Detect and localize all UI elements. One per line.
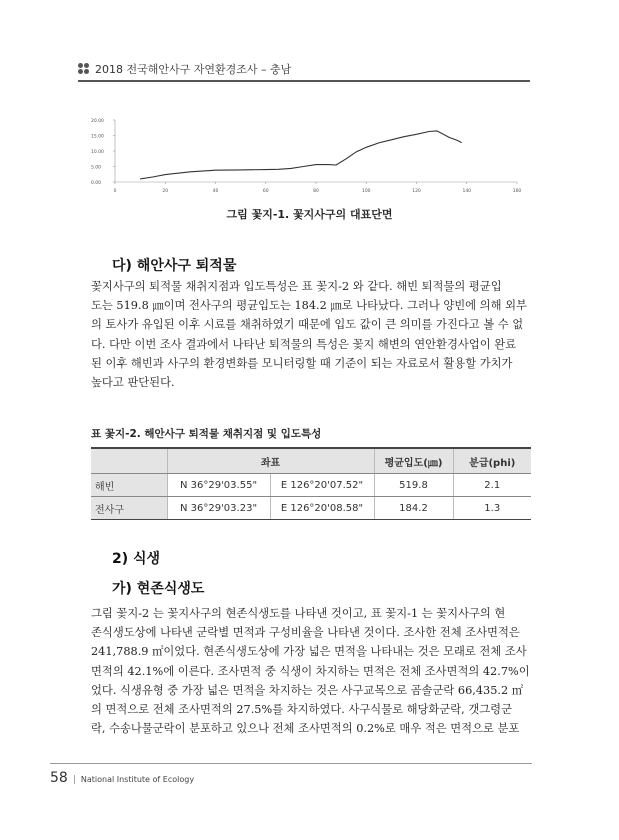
x-tick-label: 160 xyxy=(512,189,522,194)
header-blank xyxy=(91,448,167,474)
section-heading-sediment: 다) 해안사구 퇴적물 xyxy=(112,258,237,274)
row-label: 전사구 xyxy=(91,497,167,520)
figure-caption: 그림 꽃지-1. 꽃지사구의 대표단면 xyxy=(226,208,393,221)
header-mean-grain-size: 평균입도(㎛) xyxy=(374,448,453,474)
section-heading-vegetation: 2) 식생 xyxy=(112,551,161,567)
profile-chart xyxy=(85,112,525,198)
paragraph-line: 면적의 42.1%에 이른다. 조사면적 중 식생이 차지하는 면적은 전체 조사면적의 42.7%이 xyxy=(91,664,530,678)
paragraph-line: 높다고 판단된다. xyxy=(91,376,175,390)
page-number: 58 xyxy=(50,770,68,786)
sediment-table xyxy=(91,447,531,520)
header-title: 2018 전국해안사구 자연환경조사 – 충남 xyxy=(95,63,292,76)
y-tick-label: 20.00 xyxy=(91,119,104,124)
x-tick-label: 60 xyxy=(262,189,269,194)
paragraph-line: 락, 수송나물군락이 분포하고 있으나 전체 조사면적의 0.2%로 매우 적은 면적으로 분포 xyxy=(91,722,520,736)
table-row xyxy=(91,474,531,497)
profile-line xyxy=(140,131,462,179)
table-header-row xyxy=(91,448,531,474)
latitude-cell: N 36°29'03.55" xyxy=(167,474,270,497)
y-tick-label: 15.00 xyxy=(91,134,104,140)
vegetation-paragraph xyxy=(91,604,531,738)
sediment-paragraph xyxy=(91,277,531,392)
x-tick-label: 140 xyxy=(462,189,472,194)
paragraph-line: 다. 다만 이번 조사 결과에서 나타난 퇴적물의 특성은 꽃지 해변의 연안환경사업이 완료 xyxy=(91,337,517,351)
header-sorting: 분급(phi) xyxy=(453,448,531,474)
paragraph-line: 된 이후 해빈과 사구의 환경변화를 모니터링할 때 기준이 되는 자료로서 활용할 가치가 xyxy=(91,356,513,370)
y-tick-label: 5.00 xyxy=(91,165,102,171)
x-tick-label: 100 xyxy=(361,189,371,194)
row-label: 해빈 xyxy=(91,474,167,497)
header-dots-icon xyxy=(78,63,90,75)
paragraph-line: 도는 519.8 ㎛이며 전사구의 평균입도는 184.2 ㎛로 나타났다. 그러나 양빈에 의해 외부 xyxy=(91,299,527,313)
running-header xyxy=(78,60,530,78)
table-title: 표 꽃지-2. 해안사구 퇴적물 채취지점 및 입도특성 xyxy=(91,428,322,440)
page-footer xyxy=(50,770,194,786)
paragraph-line: 의 토사가 유입된 이후 시료를 채취하였기 때문에 입도 값이 큰 의미를 가진다고 볼 수 없 xyxy=(91,318,524,332)
x-tick-label: 20 xyxy=(162,189,169,194)
sorting-cell: 2.1 xyxy=(453,474,531,497)
paragraph-line: 존식생도상에 나타낸 군락별 면적과 구성비율을 나타낸 것이다. 조사한 전체 조사면적은 xyxy=(91,626,520,640)
paragraph-line: 그림 꽃지-2 는 꽃지사구의 현존식생도를 나타낸 것이고, 표 꽃지-1 는 꽃지사구의 현 xyxy=(91,607,506,620)
footer-separator: | xyxy=(72,775,76,785)
subsection-heading-vegetation-map: 가) 현존식생도 xyxy=(112,581,205,597)
header-divider xyxy=(78,80,530,82)
paragraph-line: 꽃지사구의 퇴적물 채취지점과 입도특성은 표 꽃지-2 와 같다. 해빈 퇴적물의 평균입 xyxy=(91,280,502,293)
footer-divider xyxy=(50,763,532,764)
latitude-cell: N 36°29'03.23" xyxy=(167,497,270,520)
paragraph-line: 의 면적으로 전체 조사면적의 27.5%를 차지하였다. 사구식물로 해당화군락, 갯그령군 xyxy=(91,703,513,717)
profile-chart-svg xyxy=(85,112,525,198)
x-tick-label: 40 xyxy=(212,189,219,194)
longitude-cell: E 126°20'07.52" xyxy=(270,474,374,497)
table-row xyxy=(91,497,531,520)
header-coordinates: 좌표 xyxy=(167,448,374,474)
x-tick-label: 80 xyxy=(313,189,319,194)
mean-grain-size-cell: 184.2 xyxy=(374,497,453,520)
longitude-cell: E 126°20'08.58" xyxy=(270,497,374,520)
x-tick-label: 120 xyxy=(412,189,421,194)
paragraph-line: 었다. 식생유형 중 가장 넓은 면적을 차지하는 것은 사구교목으로 곰솔군락 66,435.2 ㎡ xyxy=(91,683,524,697)
footer-publisher: National Institute of Ecology xyxy=(80,775,195,784)
mean-grain-size-cell: 519.8 xyxy=(374,474,453,497)
paragraph-line: 241,788.9 ㎡이었다. 현존식생도상에 가장 넓은 면적을 나타내는 것은 모래로 전체 조사 xyxy=(91,645,527,659)
sorting-cell: 1.3 xyxy=(453,497,531,520)
y-tick-label: 0.00 xyxy=(91,181,102,186)
y-tick-label: 10.00 xyxy=(91,150,104,155)
x-tick-label: 0 xyxy=(113,189,117,194)
